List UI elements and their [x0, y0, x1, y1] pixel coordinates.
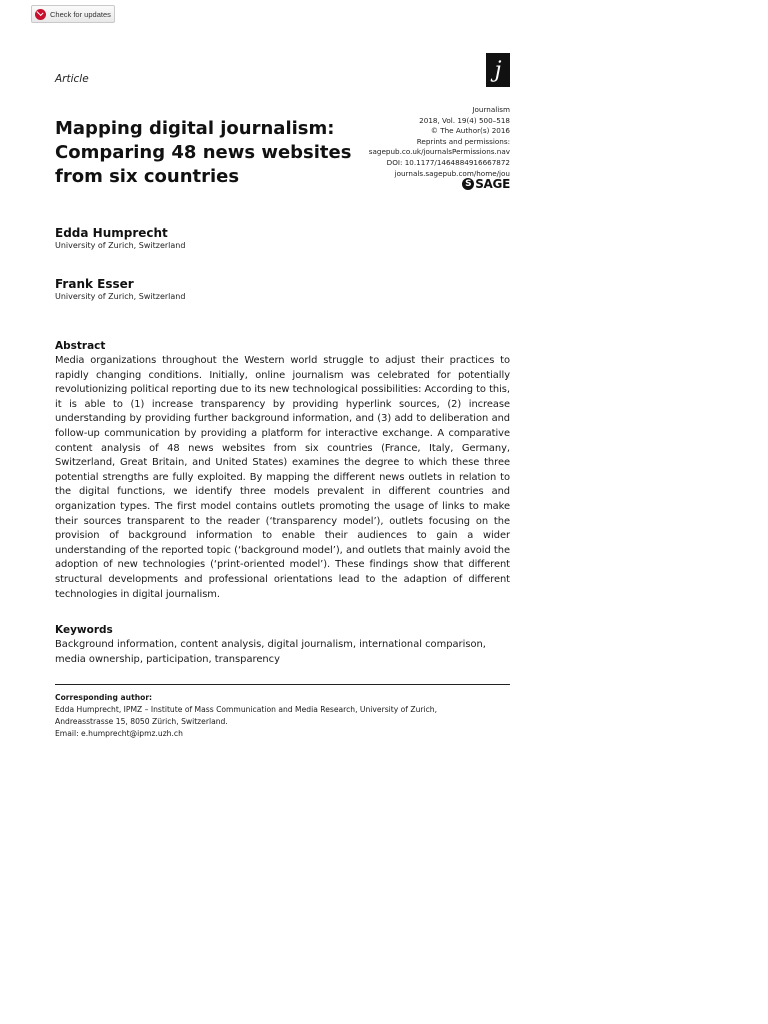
journal-logo-letter: j	[494, 57, 502, 83]
corresponding-address-line: Edda Humprecht, IPMZ – Institute of Mass Communication and Media Research, University of Zurich,	[55, 705, 438, 714]
journal-logo	[486, 53, 510, 87]
title-line: Comparing 48 news websites	[55, 142, 352, 163]
keywords-heading: Keywords	[55, 624, 113, 636]
volume-info: 2018, Vol. 19(4) 500–518	[419, 115, 510, 125]
author-affiliation: University of Zurich, Switzerland	[55, 241, 186, 250]
corresponding-author	[55, 692, 510, 740]
check-updates-icon	[35, 9, 46, 20]
author-block	[55, 277, 185, 301]
author-affiliation: University of Zurich, Switzerland	[55, 292, 186, 301]
author-name: Frank Esser	[55, 277, 134, 291]
article-type: Article	[55, 73, 89, 85]
check-for-updates-label: Check for updates	[50, 9, 111, 19]
publisher-logo	[462, 177, 510, 191]
keywords-text: Background information, content analysis, digital journalism, international comparison, media ownership, participation, transparency	[55, 639, 486, 665]
abstract-heading: Abstract	[55, 340, 106, 352]
doi[interactable]: DOI: 10.1177/1464884916667872	[386, 157, 510, 167]
footnote-divider	[55, 684, 510, 685]
author-name: Edda Humprecht	[55, 226, 168, 240]
title-line: from six countries	[55, 166, 240, 187]
reprints-label: Reprints and permissions:	[416, 136, 510, 146]
check-for-updates-button[interactable]	[31, 5, 115, 23]
publisher-name: SAGE	[475, 177, 510, 191]
abstract-text: Media organizations throughout the Western world struggle to adjust their practices to rapidly changing conditions. Initially, online journalism was celebrated for potentially revolutionizing political reporting due to its new technological possibilities: According to this, it is able to (1) increase transparency by providing hyperlink sources, (2) increase understanding by providing further background information, and (3) add to deliberation and follow-up communication by providing a platform for interactive exchange. A comparative content analysis of 48 news websites from six countries (France, Italy, Germany, Switzerland, Great Britain, and United States) examines the degree to which these three potential strengths are fully exploited. By mapping the different news outlets in relation to the digital functions, we identify three models prevalent in different countries and organization types. The first model contains outlets promoting the usage of links to make their sources transparent to the reader (‘transparency model’), outlets focusing on the provision of background information to enable their audiences to gain a wider understanding of the reported topic (‘background model’), and outlets that mainly avoid the adoption of new technologies (‘print-oriented model’). These findings show that different structural developments and professional orientations lead to the adaption of different technologies in digital journalism.	[55, 355, 510, 600]
permissions-link[interactable]: sagepub.co.uk/journalsPermissions.nav	[368, 147, 510, 157]
article-title	[55, 117, 355, 189]
corresponding-email[interactable]: Email: e.humprecht@ipmz.uzh.ch	[55, 729, 183, 738]
journal-metadata	[369, 105, 510, 179]
corresponding-address-line: Andreasstrasse 15, 8050 Zürich, Switzerland.	[55, 717, 228, 726]
title-line: Mapping digital journalism:	[55, 118, 335, 139]
author-block	[55, 226, 185, 250]
journal-link[interactable]: journals.sagepub.com/home/jou	[394, 168, 510, 178]
corresponding-author-label: Corresponding author:	[55, 693, 153, 702]
sage-mark-icon: S	[462, 178, 474, 190]
journal-name: Journalism	[472, 105, 510, 114]
copyright: © The Author(s) 2016	[430, 126, 510, 136]
